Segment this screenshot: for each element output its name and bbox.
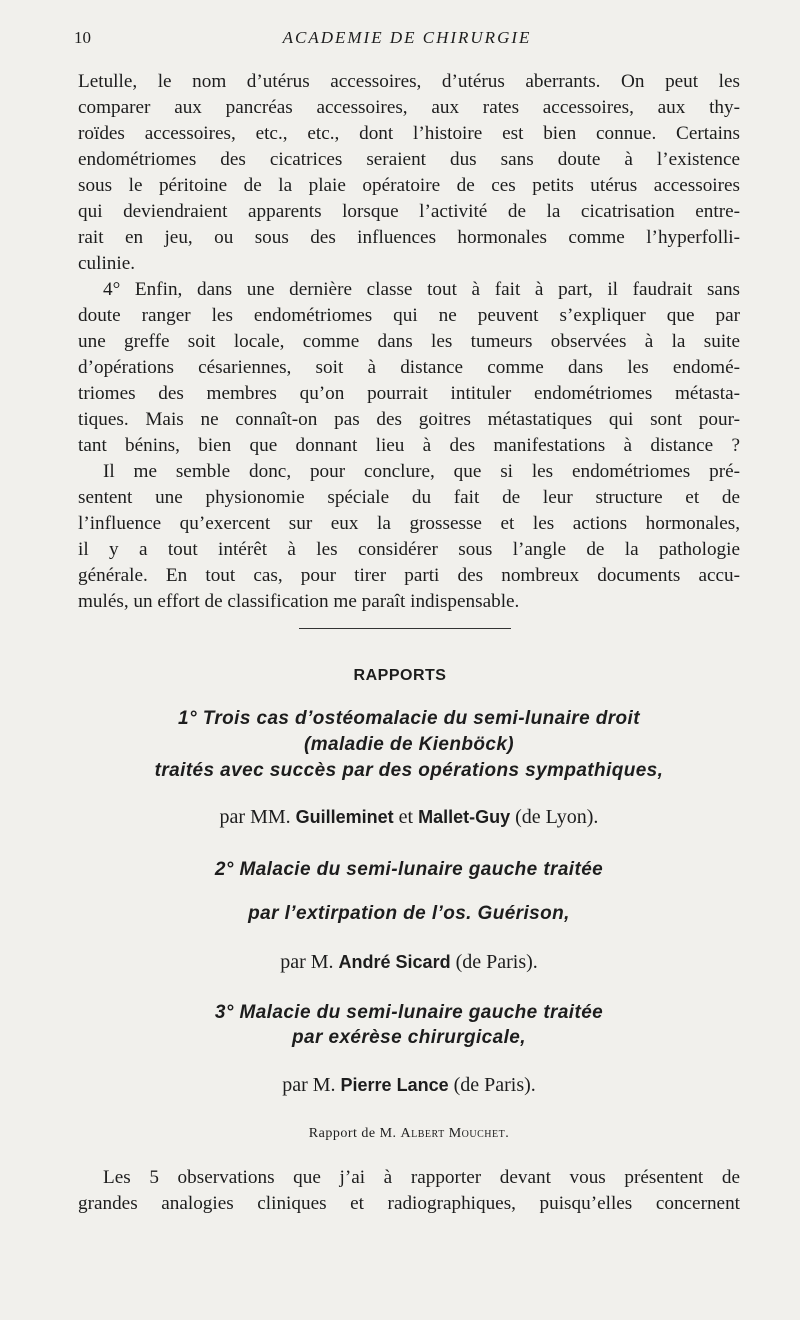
report3-title-line: par exérèse chirurgicale, [292, 1027, 526, 1048]
text-line: tant bénins, bien que donnant lieu à des manifestations à distance ? [78, 435, 740, 456]
text-line: l’influence qu’exercent sur eux la grossesse et les actions hormonales, [78, 513, 740, 534]
text-line: une greffe soit locale, comme dans les tumeurs observées à la suite [78, 331, 740, 352]
text-line: Il me semble donc, pour conclure, que si les endométriomes pré- [103, 461, 740, 482]
body-text [78, 69, 740, 615]
text-line: comparer aux pancréas accessoires, aux rates accessoires, aux thy- [78, 97, 740, 118]
report1-title-line: (maladie de Kienböck) [303, 734, 515, 755]
section-heading: RAPPORTS [353, 667, 447, 684]
byline-prefix: par MM. [219, 806, 291, 828]
text-line: qui deviendraient apparents lorsque l’activité de la cicatrisation entre- [78, 201, 740, 222]
byline-suffix: (de Paris). [455, 951, 538, 973]
page-header [74, 28, 740, 52]
text-line: culinie. [78, 253, 136, 274]
running-head: ACADEMIE DE CHIRURGIE [282, 28, 532, 47]
report1-title-line: 1° Trois cas d’ostéomalacie du semi-lunaire droit [178, 708, 640, 729]
text-line: tiques. Mais ne connaît-on pas des goitres métastatiques qui sont pour- [78, 409, 740, 430]
text-line: sous le péritoine de la plaie opératoire de ces petits utérus accessoires [78, 175, 740, 196]
author-name: Guilleminet [295, 807, 394, 827]
text-line: Letulle, le nom d’utérus accessoires, d’utérus aberrants. On peut les [78, 71, 740, 92]
byline-suffix: (de Lyon). [515, 806, 599, 828]
text-line: générale. En tout cas, pour tirer parti des nombreux documents accu- [78, 565, 740, 586]
author-name: André Sicard [338, 952, 451, 972]
author-name: Mallet-Guy [418, 807, 511, 827]
byline-prefix: par M. [280, 951, 334, 973]
report1-byline [78, 806, 740, 829]
text-line: triomes des membres qu’on pourrait intituler endométriomes métasta- [78, 383, 740, 404]
text-line: 4° Enfin, dans une dernière classe tout à fait à part, il faudrait sans [103, 279, 740, 300]
text-line: roïdes accessoires, etc., etc., dont l’histoire est bien connue. Certains [78, 123, 740, 144]
reporter-line [78, 1126, 740, 1142]
byline-suffix: (de Paris). [453, 1074, 536, 1096]
text-line: rait en jeu, ou sous des influences hormonales comme l’hyperfolli- [78, 227, 740, 248]
text-line: endométriomes des cicatrices seraient dus sans doute à l’existence [78, 149, 740, 170]
closing-text [78, 1165, 740, 1217]
report2-title-line: 2° Malacie du semi-lunaire gauche traitée [214, 859, 604, 880]
page-number: 10 [74, 28, 91, 47]
reporter-prefix: Rapport de M. [308, 1126, 397, 1141]
byline-prefix: par M. [282, 1074, 336, 1096]
author-name: Pierre Lance [340, 1075, 449, 1095]
text-line: sentent une physionomie spéciale du fait de leur structure et de [78, 487, 740, 508]
byline-conjunction: et [398, 806, 414, 828]
report1-title-line: traités avec succès par des opérations sympathiques, [154, 760, 664, 781]
text-line: il y a tout intérêt à les considérer sous l’angle de la pathologie [78, 539, 740, 560]
text-line: grandes analogies cliniques et radiographiques, puisqu’elles concernent [78, 1193, 740, 1214]
section-divider [299, 628, 511, 629]
report2-title-line: par l’extirpation de l’os. Guérison, [248, 903, 570, 924]
report3-title-line: 3° Malacie du semi-lunaire gauche traitée [214, 1002, 604, 1023]
text-line: mulés, un effort de classification me paraît indispensable. [78, 591, 520, 612]
reporter-name: Albert Mouchet. [400, 1126, 510, 1141]
text-line: doute ranger les endométriomes qui ne peuvent s’expliquer que par [78, 305, 740, 326]
text-line: d’opérations césariennes, soit à distance comme dans les endomé- [78, 357, 740, 378]
text-line: Les 5 observations que j’ai à rapporter devant vous présentent de [103, 1167, 740, 1188]
report2-byline [78, 951, 740, 974]
report3-byline [78, 1074, 740, 1097]
